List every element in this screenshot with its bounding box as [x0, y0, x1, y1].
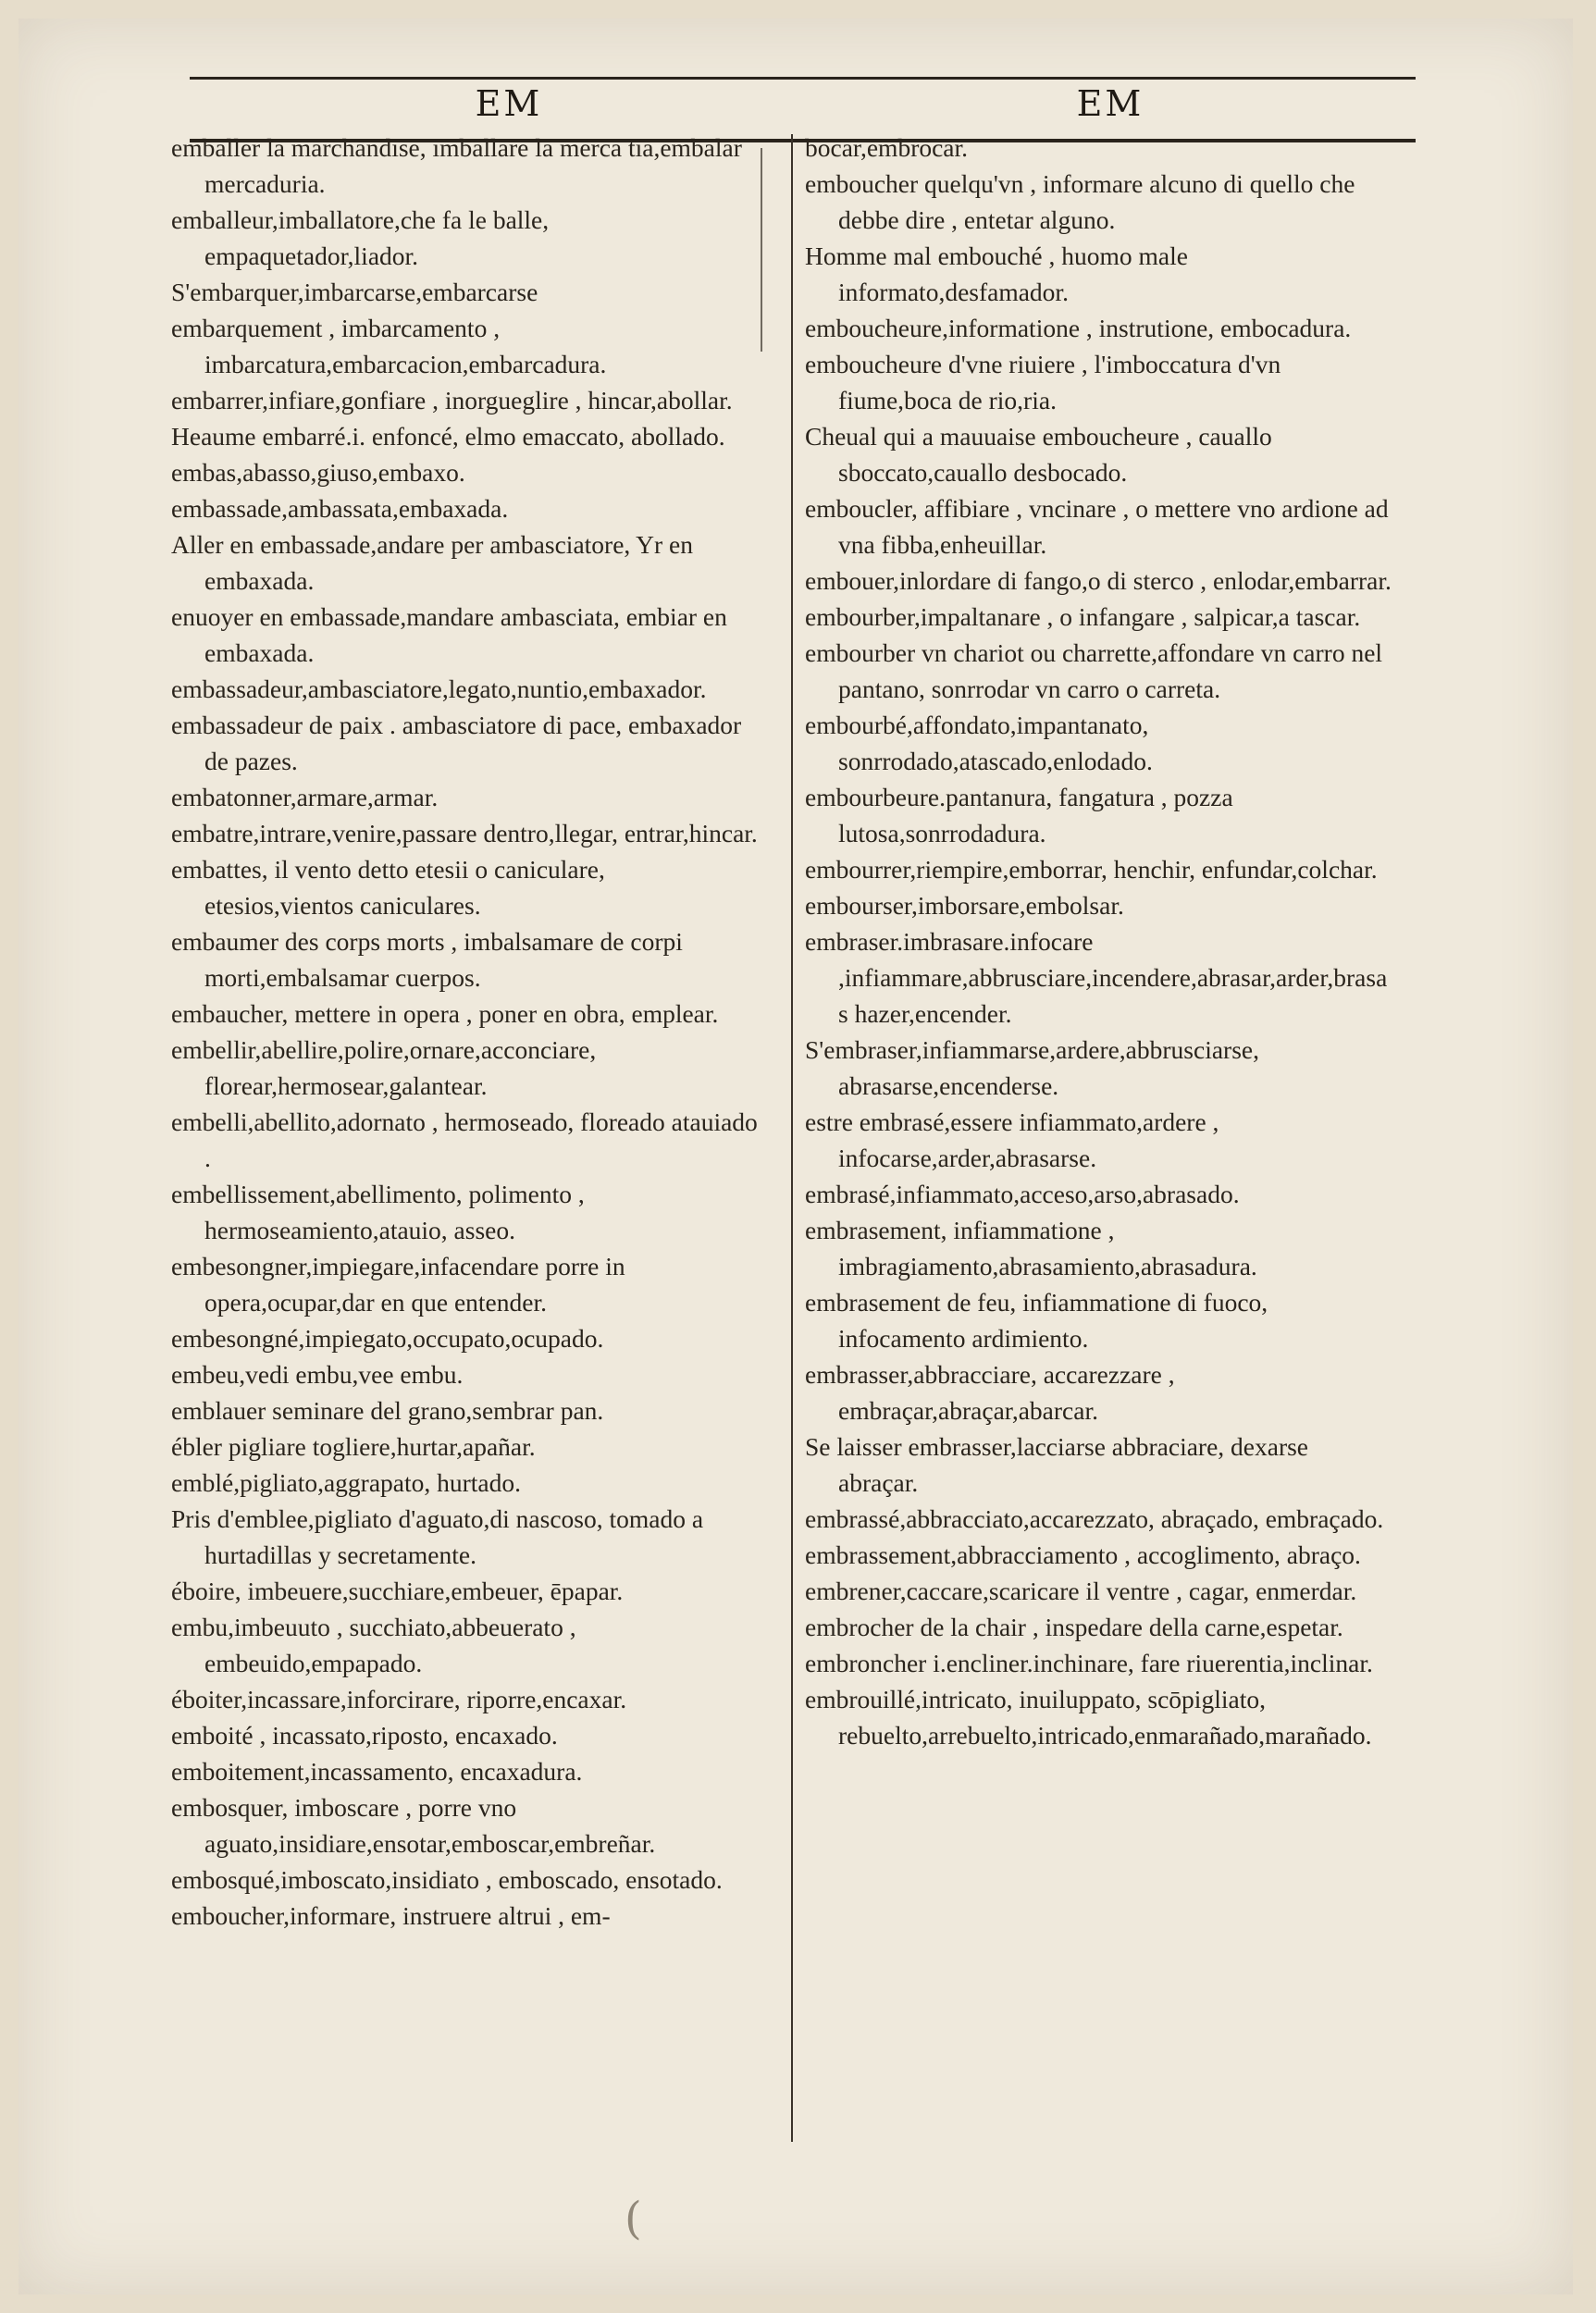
dictionary-entry: embellir,abellire,polire,ornare,acconciare, florear,hermosear,galantear.	[171, 1035, 597, 1100]
dictionary-entry: embeu,vedi embu,vee embu.	[171, 1360, 464, 1389]
dictionary-entry: embas,abasso,giuso,embaxo.	[171, 458, 465, 487]
dictionary-entry: Pris d'emblee,pigliato d'aguato,di nascoso, tomado a hurtadillas y secretamente.	[171, 1504, 704, 1569]
dictionary-entry: embaucher, mettere in opera , poner en obra, emplear.	[171, 999, 719, 1028]
left-column	[171, 130, 760, 1934]
dictionary-entry: embrasement, infiammatione , imbragiamento,abrasamiento,abrasadura.	[805, 1216, 1257, 1280]
dictionary-entry: embelli,abellito,adornato , hermoseado, floreado atauiado .	[171, 1107, 758, 1172]
dictionary-entry: embourbé,affondato,impantanato, sonrrodado,atascado,enlodado.	[805, 711, 1153, 775]
dictionary-entry: embourser,imborsare,embolsar.	[805, 891, 1124, 920]
dictionary-entry: embellissement,abellimento, polimento , hermoseamiento,atauio, asseo.	[171, 1180, 585, 1244]
dictionary-entry: embaumer des corps morts , imbalsamare de corpi morti,embalsamar cuerpos.	[171, 927, 683, 992]
dictionary-entry: embosqué,imboscato,insidiato , emboscado, ensotado.	[171, 1865, 723, 1894]
dictionary-entry: embu,imbeuuto , succhiato,abbeuerato , embeuido,empapado.	[171, 1613, 576, 1677]
running-head-left: EM	[475, 83, 543, 124]
dictionary-entry: emblé,pigliato,aggrapato, hurtado.	[171, 1468, 522, 1497]
dictionary-entry: embassadeur de paix . ambasciatore di pace, embaxador de pazes.	[171, 711, 742, 775]
dictionary-entry: embassade,ambassata,embaxada.	[171, 494, 509, 523]
dictionary-entry: Aller en embassade,andare per ambasciatore, Yr en embaxada.	[171, 530, 693, 595]
dictionary-entry: éboire, imbeuere,succhiare,embeuer, ēpapar.	[171, 1577, 624, 1605]
dictionary-entry: emboucher quelqu'vn , informare alcuno di quello che debbe dire , entetar alguno.	[805, 169, 1355, 234]
dictionary-entry: emboité , incassato,riposto, encaxado.	[171, 1721, 558, 1750]
top-rule	[190, 77, 1416, 80]
dictionary-entry: embrassement,abbracciamento , accoglimento, abraço.	[805, 1540, 1361, 1569]
column-divider	[791, 134, 793, 2142]
dictionary-entry: embourber vn chariot ou charrette,affondare vn carro nel pantano, sonrrodar vn carro o carreta.	[805, 638, 1383, 703]
dictionary-entry: emboucler, affibiare , vncinare , o mettere vno ardione ad vna fibba,enheuillar.	[805, 494, 1389, 559]
dictionary-entry: enuoyer en embassade,mandare ambasciata, embiar en embaxada.	[171, 602, 727, 667]
dictionary-entry: emboucheure,informatione , instrutione, embocadura.	[805, 314, 1352, 342]
dictionary-entry: embourbeure.pantanura, fangatura , pozza lutosa,sonrrodadura.	[805, 783, 1233, 847]
dictionary-entry: emballer la marchandise, imballare la mercā tia,embalar mercaduria.	[171, 133, 742, 198]
dictionary-entry: embourrer,riempire,emborrar, henchir, enfundar,colchar.	[805, 855, 1378, 884]
dictionary-entry: S'embraser,infiammarse,ardere,abbrusciarse, abrasarse,encenderse.	[805, 1035, 1259, 1100]
running-head-right: EM	[1076, 83, 1144, 124]
dictionary-entry: embatonner,armare,armar.	[171, 783, 439, 811]
dictionary-entry: emboitement,incassamento, encaxadura.	[171, 1757, 583, 1786]
dictionary-entry: embatre,intrare,venire,passare dentro,llegar, entrar,hincar.	[171, 819, 758, 847]
dictionary-entry: embraser.imbrasare.infocare ,infiammare,abbrusciare,incendere,abrasar,arder,brasas hazer,encender.	[805, 927, 1388, 1028]
dictionary-entry: estre embrasé,essere infiammato,ardere , infocarse,arder,abrasarse.	[805, 1107, 1219, 1172]
dictionary-entry: embrassé,abbracciato,accarezzato, abraçado, embraçado.	[805, 1504, 1384, 1533]
dictionary-entry: embarrer,infiare,gonfiare , inorgueglire , hincar,abollar.	[171, 386, 733, 414]
dictionary-entry: Homme mal embouché , huomo male informato,desfamador.	[805, 241, 1188, 306]
dictionary-entry: embourber,impaltanare , o infangare , salpicar,a tascar.	[805, 602, 1361, 631]
dictionary-entry: ébler pigliare togliere,hurtar,apañar.	[171, 1432, 536, 1461]
dictionary-entry: Se laisser embrasser,lacciarse abbraciare, dexarse abraçar.	[805, 1432, 1309, 1497]
dictionary-entry: embassadeur,ambasciatore,legato,nuntio,embaxador.	[171, 674, 707, 703]
dictionary-entry: embosquer, imboscare , porre vno aguato,insidiare,ensotar,emboscar,embreñar.	[171, 1793, 656, 1858]
dictionary-entry: embattes, il vento detto etesii o caniculare, etesios,vientos caniculares.	[171, 855, 605, 920]
dictionary-entry: embrasser,abbracciare, accarezzare , embraçar,abraçar,abarcar.	[805, 1360, 1175, 1425]
dictionary-entry: emboucher,informare, instruere altrui , em-	[171, 1901, 611, 1930]
column-divider-short	[761, 148, 762, 352]
dictionary-entry: embrouillé,intricato, inuiluppato, scōpigliato, rebuelto,arrebuelto,intricado,enmarañado,marañado.	[805, 1685, 1372, 1750]
dictionary-entry: embrasement de feu, infiammatione di fuoco, infocamento ardimiento.	[805, 1288, 1268, 1353]
dictionary-entry: embesongné,impiegato,occupato,ocupado.	[171, 1324, 604, 1353]
dictionary-entry: Heaume embarré.i. enfoncé, elmo emaccato, abollado.	[171, 422, 725, 451]
dictionary-entry: S'embarquer,imbarcarse,embarcarse	[171, 278, 538, 306]
dictionary-entry: embouer,inlordare di fango,o di sterco , enlodar,embarrar.	[805, 566, 1392, 595]
dictionary-entry: emballeur,imballatore,che fa le balle, empaquetador,liador.	[171, 205, 550, 270]
dictionary-entry: embroncher i.encliner.inchinare, fare riuerentia,inclinar.	[805, 1649, 1373, 1677]
dictionary-entry: embrener,caccare,scaricare il ventre , cagar, enmerdar.	[805, 1577, 1357, 1605]
dictionary-entry: embrasé,infiammato,acceso,arso,abrasado.	[805, 1180, 1240, 1208]
right-column	[805, 130, 1393, 1753]
dictionary-entry: emboucheure d'vne riuiere , l'imboccatura d'vn fiume,boca de rio,ria.	[805, 350, 1281, 414]
dictionary-entry: emblauer seminare del grano,sembrar pan.	[171, 1396, 604, 1425]
dictionary-entry: embesongner,impiegare,infacendare porre in opera,ocupar,dar en que entender.	[171, 1252, 625, 1317]
dictionary-entry: embrocher de la chair , inspedare della carne,espetar.	[805, 1613, 1343, 1641]
dictionary-entry: éboiter,incassare,inforcirare, riporre,encaxar.	[171, 1685, 627, 1713]
dictionary-entry: embarquement , imbarcamento , imbarcatura,embarcacion,embarcadura.	[171, 314, 607, 378]
page-mark: (	[625, 2193, 642, 2245]
dictionary-entry: Cheual qui a mauuaise emboucheure , cauallo sboccato,cauallo desbocado.	[805, 422, 1272, 487]
dictionary-entry: bocar,embrocar.	[805, 133, 969, 162]
